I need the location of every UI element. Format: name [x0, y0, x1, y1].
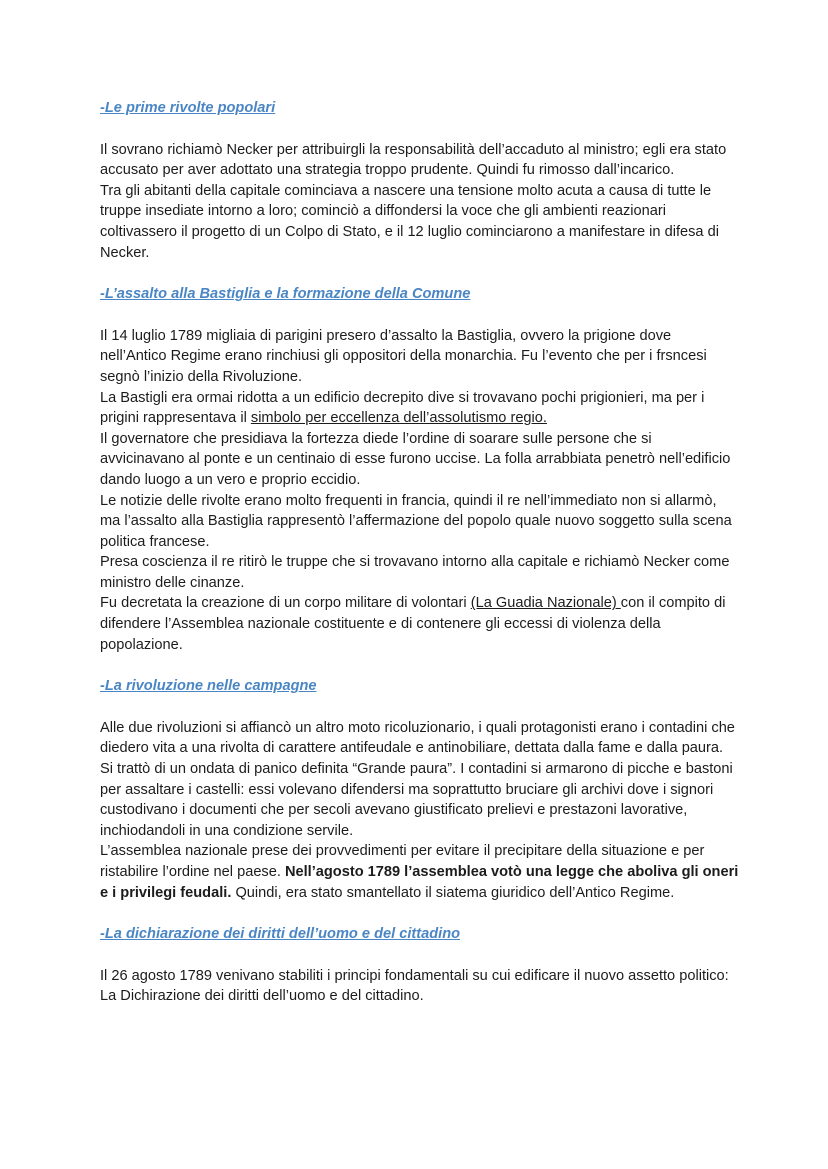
paragraph	[100, 841, 740, 903]
paragraph: Il 14 luglio 1789 migliaia di parigini presero d’assalto la Bastiglia, ovvero la prigione dove nell’Antico Regime erano rinchiusi gli oppositori della monarchia. Fu l’evento che per i frsncesi segnò l’inizio della Rivoluzione.	[100, 327, 707, 385]
paragraph-text: con il compito di difendere l’Assemblea nazionale costituente e di contenere gli eccessi di violenza della popolazione.	[100, 595, 726, 653]
bold-text: Nell’agosto 1789 l’assemblea votò una legge che aboliva gli oneri e i privilegi feudali.	[100, 864, 739, 901]
paragraph	[100, 593, 740, 655]
underlined-text: simbolo per eccellenza dell’assolutismo regio.	[250, 410, 547, 427]
paragraph: Il governatore che presidiava la fortezza diede l’ordine di soarare sulle persone che si avvicinavano al ponte e un centinaio di esse furono uccise. La folla arrabbiata penetrò nell’edificio dando luogo a un vero e proprio eccidio.	[100, 430, 731, 488]
section-heading: -Le prime rivolte popolari	[100, 100, 276, 116]
paragraph: Il sovrano richiamò Necker per attribuirgli la responsabilità dell’accaduto al ministro; egli era stato accusato per aver adottato una strategia troppo prudente. Quindi fu rimosso dall’incarico.	[100, 141, 727, 179]
paragraph-text: Fu decretata la creazione di un corpo militare di volontari	[100, 595, 471, 612]
paragraph-text: L’assemblea nazionale prese dei provvedimenti per evitare il precipitare della situazione e per ristabilire l’ordine nel paese.	[100, 843, 705, 880]
paragraph-text: Quindi, era stato smantellato il siatema giuridico dell’Antico Regime.	[231, 884, 675, 901]
paragraph-text: La Bastigli era ormai ridotta a un edificio decrepito dive si trovavano pochi prigionieri, ma per i prigini rappresentava il	[100, 389, 705, 427]
paragraph: Il 26 agosto 1789 venivano stabiliti i principi fondamentali su cui edificare il nuovo assetto politico: La Dichirazione dei diritti dell’uomo e del cittadino.	[100, 967, 729, 1005]
paragraph: Tra gli abitanti della capitale cominciava a nascere una tensione molto acuta a causa di tutte le truppe insediate intorno a loro; cominciò a diffondersi la voce che gli ambienti reazionari coltivassero il progetto di un Colpo di Stato, e il 12 luglio cominciarono a manifestare in difesa di Necker.	[100, 182, 719, 261]
section-dichiarazione-diritti	[100, 924, 740, 1007]
section-prime-rivolte	[100, 98, 740, 263]
section-heading: -La dichiarazione dei diritti dell’uomo e del cittadino	[100, 926, 461, 943]
section-rivoluzione-campagne	[100, 676, 740, 903]
paragraph: Presa coscienza il re ritirò le truppe che si trovavano intorno alla capitale e richiamò Necker come ministro delle cinanze.	[100, 554, 730, 591]
section-heading: -La rivoluzione nelle campagne	[100, 678, 317, 695]
underlined-text: (La Guadia Nazionale)	[470, 595, 621, 612]
section-assalto-bastiglia	[100, 284, 740, 655]
section-heading: -L’assalto alla Bastiglia e la formazione della Comune	[100, 286, 471, 303]
document-page	[100, 98, 740, 1007]
paragraph	[100, 388, 740, 429]
paragraph: Alle due rivoluzioni si affiancò un altro moto ricoluzionario, i quali protagonisti erano i contadini che diedero vita a una rivolta di carattere antifeudale e antinobiliare, dettata dalla fame e dalla paura. Si trattò di un ondata di panico definita “Grande paura”. I contadini si armarono di picche e bastoni per assaltare i castelli: essi volevano difendersi ma soprattutto bruciare gli archivi dove i signori custodivano i documenti che per secoli avevano giustificato prelievi e prestazoni lavorative, inchiodandoli in una condizione servile.	[100, 719, 735, 839]
paragraph: Le notizie delle rivolte erano molto frequenti in francia, quindi il re nell’immediato non si allarmò, ma l’assalto alla Bastiglia rappresentò l’affermazione del popolo quale nuovo soggetto sulla scena politica francese.	[100, 492, 732, 550]
